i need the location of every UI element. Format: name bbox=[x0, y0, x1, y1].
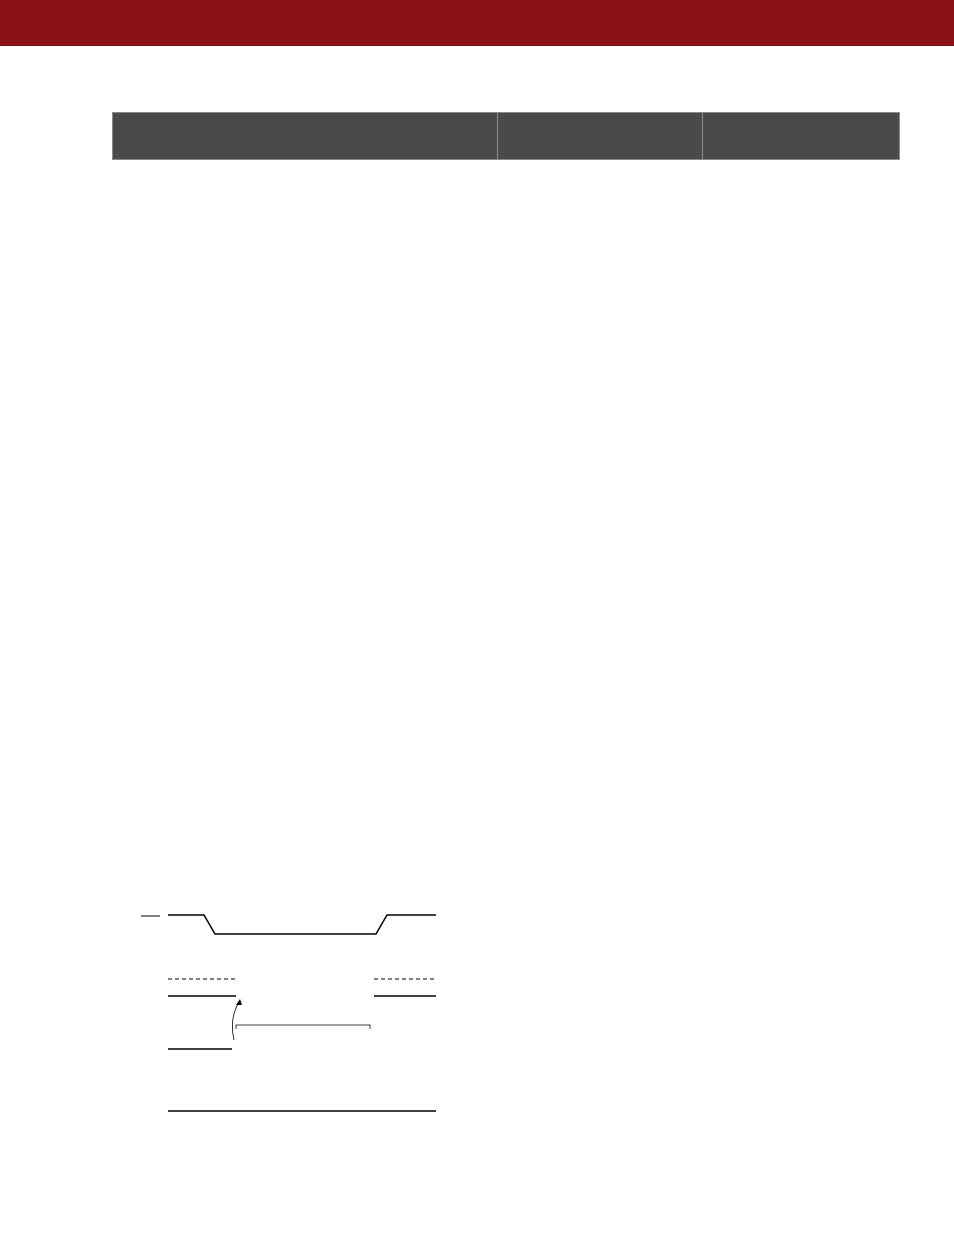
header-command bbox=[113, 113, 498, 160]
header-program-suspend bbox=[498, 113, 703, 160]
timing-diagram bbox=[112, 905, 452, 1120]
msb-arrow bbox=[232, 1001, 240, 1040]
table-caption bbox=[112, 87, 134, 103]
msb-arrowhead bbox=[236, 999, 242, 1005]
header-bar bbox=[0, 0, 954, 46]
operations-table bbox=[112, 112, 900, 160]
figure-caption bbox=[112, 889, 128, 905]
table-header-row bbox=[113, 113, 900, 160]
sck-waveform bbox=[168, 979, 436, 996]
header-erase-suspend bbox=[703, 113, 900, 160]
opcode-brace bbox=[236, 1025, 370, 1029]
cs-waveform bbox=[168, 915, 436, 934]
